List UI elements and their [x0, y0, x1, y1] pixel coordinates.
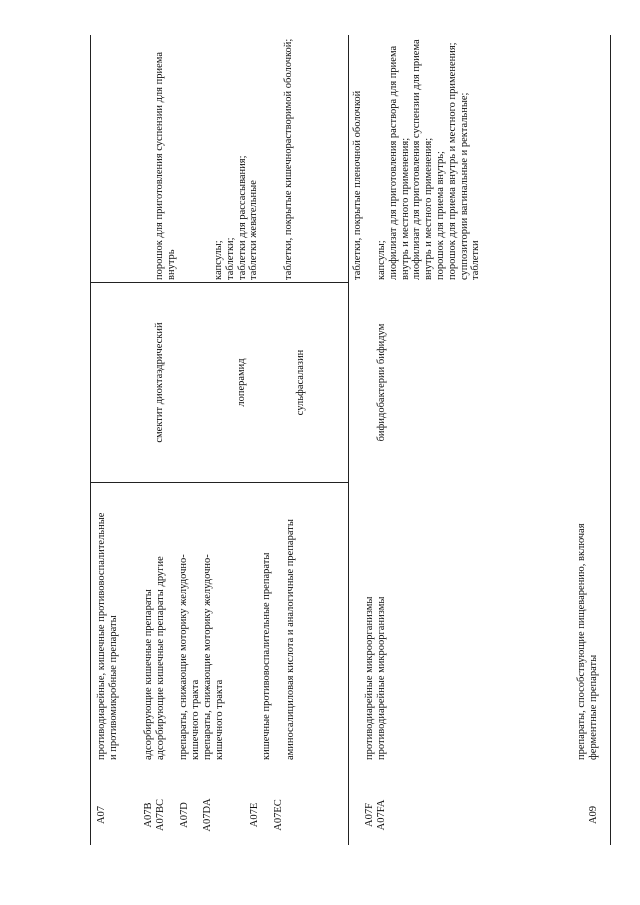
code-a07d: A07D [178, 802, 190, 828]
form-a07da-3: таблетки для рассасывания; [236, 155, 248, 280]
form-a07fa-4: порошок для приема внутрь; [434, 151, 446, 280]
table-group-a07 [96, 35, 346, 845]
drug-a07fa: бифидобактерии бифидум [376, 323, 387, 442]
name-a07da: препараты, снижающие моторику желудочно-кишечного тракта [201, 554, 225, 760]
name-a09: препараты, способствующие пищеварению, включая ферментные препараты [576, 523, 599, 760]
name-a07ec: аминосалициловая кислота и аналогичные препараты [284, 519, 296, 760]
form-a07fa-3: лиофилизат для приготовления суспензии для приема внутрь и местного применения; [411, 39, 435, 280]
code-column-2 [364, 785, 388, 845]
table-bottom-rule [610, 35, 611, 845]
rotated-table-page [90, 35, 610, 845]
form-a07da-1: капсулы; [213, 240, 224, 280]
table-top-rule [90, 35, 91, 845]
name-a07f: противодиарейные микроорганизмы [364, 596, 375, 760]
name-a07bc: адсорбирующие кишечные препараты другие [154, 556, 166, 760]
form-a07da-4: таблетки жевательные [248, 180, 260, 280]
drug-a07da: лоперамид [236, 358, 247, 407]
name-column [96, 510, 308, 760]
code-a07ec: A07EC [272, 799, 284, 831]
name-column-2 [364, 510, 388, 760]
table-group-separator [348, 35, 349, 845]
drug-a07ec: сульфасалазин [295, 349, 306, 416]
drug-a07bc: смектит диоктаэдрический [154, 322, 165, 443]
table-group-a09 [576, 35, 606, 845]
name-a07b: адсорбирующие кишечные препараты [143, 589, 154, 760]
code-column [96, 785, 285, 845]
name-a07e: кишечные противовоспалительные препараты [260, 552, 272, 760]
form-column-2 [376, 35, 482, 280]
form-a07fa-5: порошок для приема внутрь и местного применения; [446, 42, 458, 280]
table-group-a07f [352, 35, 572, 845]
code-a09: A09 [588, 805, 599, 825]
code-column-3 [588, 785, 600, 845]
form-a07da-2: таблетки; [224, 237, 236, 280]
name-a07fa: противодиарейные микроорганизмы [375, 596, 387, 760]
code-a07f: A07F [364, 803, 375, 827]
code-a07da: A07DA [202, 798, 214, 832]
code-a07: A07 [96, 805, 107, 825]
form-a07fa-1: капсулы; [376, 240, 387, 280]
code-a07bc: A07BC [154, 798, 166, 832]
name-a07: противодиарейные, кишечные противовоспалительные и противомикробные препараты [96, 512, 119, 760]
code-a07e: A07E [249, 802, 261, 828]
code-a07b: A07B [143, 802, 155, 828]
code-a07fa: A07FA [375, 799, 387, 831]
form-a07fa-7: таблетки [470, 240, 482, 280]
form-a07bc: порошок для приготовления суспензии для приема внутрь [154, 52, 177, 280]
drug-column [96, 285, 307, 480]
name-column-3 [576, 490, 600, 760]
form-a07fa-2: лиофилизат для приготовления раствора для приема внутрь и местного применения; [387, 45, 411, 280]
form-a07ec-1: таблетки, покрытые кишечнорастворимой оболочкой; [283, 38, 295, 280]
name-a07d: препараты, снижающие моторику желудочно-кишечного тракта [178, 554, 202, 760]
form-column [96, 35, 295, 280]
form-a07ec-2: таблетки, покрытые пленочной оболочкой [352, 90, 363, 280]
drug-column-2 [376, 285, 388, 480]
form-a07fa-6: суппозитории вагинальные и ректальные; [458, 92, 470, 280]
